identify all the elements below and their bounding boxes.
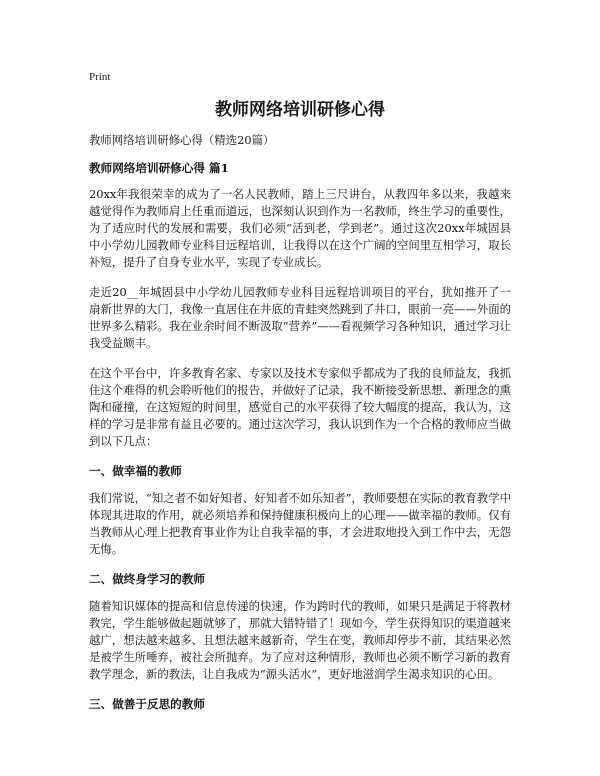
section-heading-1: 一、做幸福的教师 (89, 464, 182, 478)
section-title: 教师网络培训研修心得 篇1 (89, 161, 229, 175)
section-text-2: 随着知识媒体的提高和信息传递的快速，作为跨时代的教师，如果只是满足于将教材教完，学生能够做起题就够了，那就大错特错了！现如今，学生获得知识的渠道越来越广，想法越来越多、且想法越来越新奇，学生在变，教师却停步不前，其结果必然是被学生所唾弃，被社会所抛弃。为了应对这种情形，教师也必须不断学习新的教育教学理念，新的教法，让自我成为“源头活水”，更好地滋润学生渴求知识的心田。 (89, 599, 511, 681)
document-title: 教师网络培训研修心得 (215, 100, 385, 120)
print-label: Print (89, 71, 111, 83)
section-heading-3: 三、做善于反思的教师 (89, 697, 205, 711)
section-heading-2: 二、做终身学习的教师 (89, 572, 205, 586)
document-subtitle: 教师网络培训研修心得（精选20篇） (89, 133, 275, 147)
paragraph-1: 20xx年我很荣幸的成为了一名人民教师，踏上三尺讲台，从教四年多以来，我越来越觉得作为教师肩上任重而道远，也深刻认识到作为一名教师，终生学习的重要性，为了适应时代的发展和需要，我们必须“活到老，学到老”。通过这次20xx年城固县中小学幼儿园教师专业科目远程培训，让我得以在这个广阔的空间里互相学习，取长补短，提升了自身专业水平，实现了专业成长。 (89, 187, 511, 269)
paragraph-2: 走近20__年城固县中小学幼儿园教师专业科目远程培训项目的平台，犹如推开了一扇新世界的大门，我像一直居住在井底的青蛙突然跳到了井口，眼前一亮——外面的世界多么精彩。我在业余时间不断汲取“营养”——看视频学习各种知识，通过学习让我受益颇丰。 (89, 285, 511, 350)
section-text-1: 我们常说，“知之者不如好知者、好知者不如乐知者”，教师要想在实际的教育教学中体现其进取的作用，就必须培养和保持健康积极向上的心理——做幸福的教师。仅有当教师从心理上把教育事业作为让自我幸福的事，才会进取地投入到工作中去，无怨无悔。 (89, 491, 511, 556)
paragraph-3: 在这个平台中，许多教育名家、专家以及技术专家似乎都成为了我的良师益友，我抓住这个难得的机会聆听他们的报告，并做好了记录，我不断接受新思想、新理念的熏陶和碰撞，在这短短的时间里，感觉自己的水平获得了较大幅度的提高，我认为，这样的学习是非常有益且必要的。通过这次学习，我认识到作为一个合格的教师应当做到以下几点： (89, 366, 511, 448)
